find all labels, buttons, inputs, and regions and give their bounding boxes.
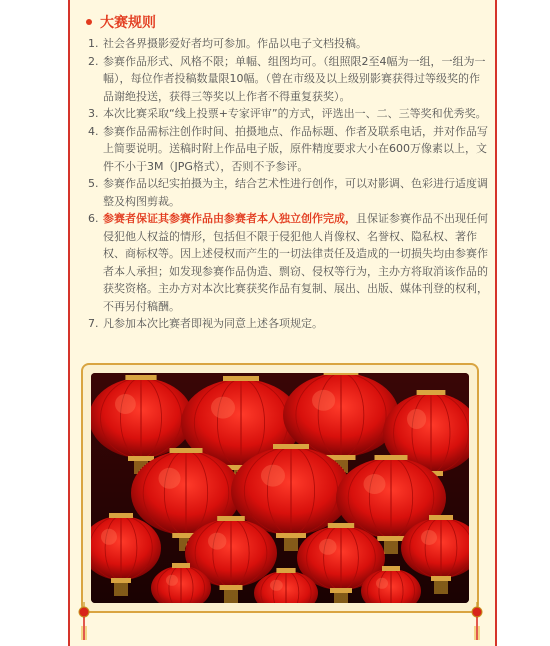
photo-frame bbox=[81, 363, 479, 613]
bullet-dot-icon bbox=[86, 19, 92, 25]
rule-number: 2. bbox=[88, 54, 99, 68]
rule-number: 7. bbox=[88, 317, 99, 330]
rule-item bbox=[88, 35, 488, 53]
rule-number: 5. bbox=[88, 177, 99, 190]
rule-text-rest: 且保证参赛作品不出现任何侵犯他人权益的情形，包括但不限于侵犯他人肖像权、名誉权、隐私权、著作权、商标权等。因上述侵权而产生的一切法律责任及造成的一切损失均由参赛作者本人承担；如发现参赛作品伪造、剽窃、侵权等行为，主办方将取消该作品的获奖资格。主办方对本次比赛获奖作品有复制、展出、出版、媒体刊登的权利，不再另付稿酬。 bbox=[103, 212, 488, 313]
rule-text: 参赛作品以纪实拍摄为主，结合艺术性进行创作，可以对影调、色彩进行适度调整及构图剪裁。 bbox=[103, 177, 488, 208]
red-tassel-ornament-icon bbox=[469, 602, 485, 642]
rules-list bbox=[88, 35, 488, 333]
red-tassel-ornament-icon bbox=[76, 602, 92, 642]
rule-text: 凡参加本次比赛者即视为同意上述各项规定。 bbox=[103, 317, 323, 330]
section-title: 大赛规则 bbox=[100, 15, 156, 31]
rule-number: 6. bbox=[88, 212, 99, 225]
rule-highlight: 参赛者保证其参赛作品由参赛者本人独立创作完成， bbox=[103, 212, 356, 225]
section-heading bbox=[86, 12, 156, 32]
rule-item bbox=[88, 315, 488, 333]
rule-text: 社会各界摄影爱好者均可参加。作品以电子文档投稿。 bbox=[103, 37, 367, 50]
rule-text: 参赛作品需标注创作时间、拍摄地点、作品标题、作者及联系电话，并对作品写上简要说明。送稿时附上作品电子版，原件精度要求大小在600万像素以上，文件不小于3M（JPG格式），否则不予参评。 bbox=[103, 124, 488, 173]
rule-number: 1. bbox=[88, 37, 99, 50]
rule-item bbox=[88, 53, 488, 106]
rule-item bbox=[88, 123, 488, 176]
rule-number: 4. bbox=[88, 124, 99, 138]
rule-text bbox=[103, 210, 488, 315]
rule-item bbox=[88, 105, 488, 123]
rule-item bbox=[88, 210, 488, 315]
red-lanterns-photo bbox=[91, 373, 469, 603]
rule-number: 3. bbox=[88, 107, 99, 120]
rule-text: 本次比赛采取“线上投票+专家评审”的方式，评选出一、二、三等奖和优秀奖。 bbox=[103, 107, 487, 120]
rule-text: 参赛作品形式、风格不限；单幅、组图均可。（组照限2至4幅为一组，一组为一幅），每位作者投稿数量限10幅。（曾在市级及以上级别影赛获得过等级奖的作品谢绝投送，获得三等奖以上作者不得重复获奖）。 bbox=[103, 54, 486, 103]
rule-item bbox=[88, 175, 488, 210]
